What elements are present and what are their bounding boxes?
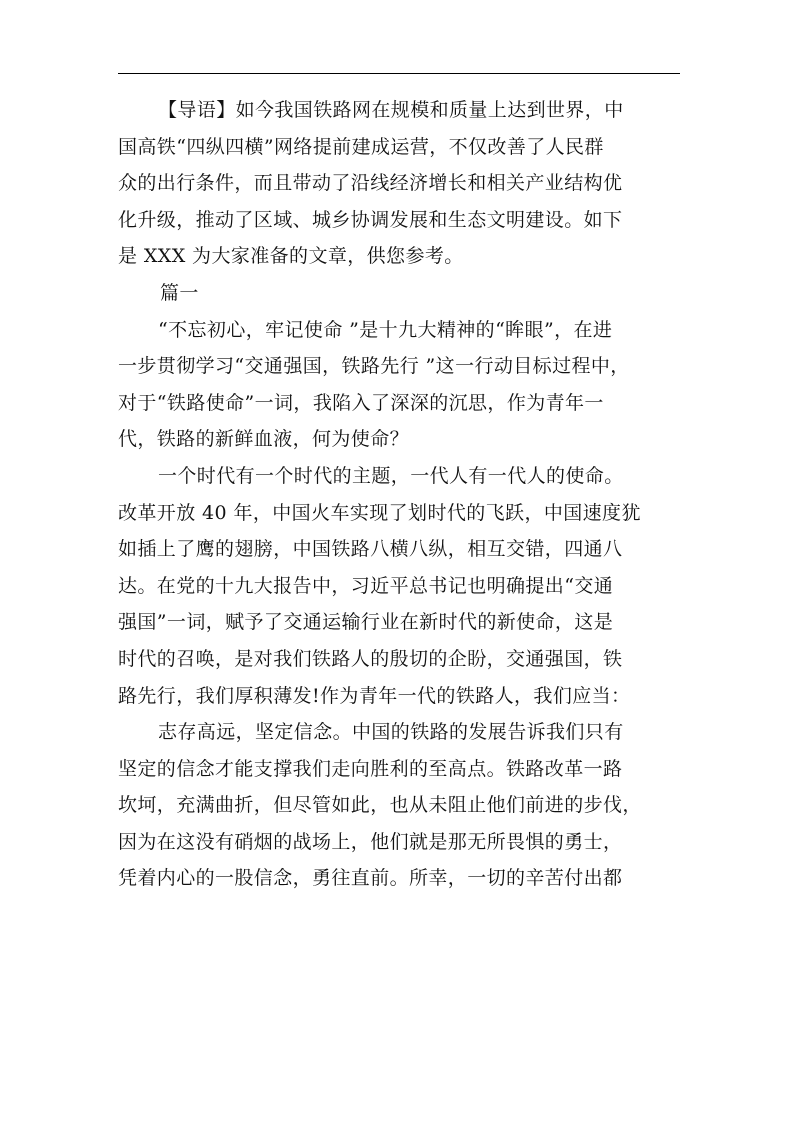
paragraph-line: 坎坷，充满曲折，但尽管如此，也从未阻止他们前进的步伐， xyxy=(118,794,642,817)
paragraph-line: 因为在这没有硝烟的战场上，他们就是那无所畏惧的勇士， xyxy=(118,830,623,853)
paragraph-line: 一个时代有一个时代的主题，一代人有一代人的使命。 xyxy=(158,464,624,487)
paragraph-line: 凭着内心的一股信念，勇往直前。所幸，一切的辛苦付出都 xyxy=(118,867,623,890)
paragraph-line: 改革开放 40 年，中国火车实现了划时代的飞跃，中国速度犹 xyxy=(118,501,641,524)
paragraph-line: 对于“铁路使命”一词，我陷入了深深的沉思，作为青年一 xyxy=(118,391,604,414)
paragraph-line: 时代的召唤，是对我们铁路人的殷切的企盼，交通强国，铁 xyxy=(118,647,623,670)
paragraph-line: 代，铁路的新鲜血液，何为使命？ xyxy=(118,428,410,451)
paragraph-line: 如插上了鹰的翅膀，中国铁路八横八纵，相互交错，四通八 xyxy=(118,538,623,561)
paragraph-line: “不忘初心，牢记使命 ”是十九大精神的“眸眼”，在进 xyxy=(158,318,613,341)
intro-line-2: 国高铁“四纵四横”网络提前建成运营，不仅改善了人民群 xyxy=(118,135,604,158)
article-body xyxy=(118,92,670,897)
header-rule xyxy=(118,73,680,74)
paragraph-line: 达。在党的十九大报告中，习近平总书记也明确提出“交通 xyxy=(118,574,614,597)
intro-line-3: 众的出行条件，而且带动了沿线经济增长和相关产业结构优 xyxy=(118,172,623,195)
paragraph-line: 坚定的信念才能支撑我们走向胜利的至高点。铁路改革一路 xyxy=(118,757,623,780)
paragraph-line: 志存高远，坚定信念。中国的铁路的发展告诉我们只有 xyxy=(158,721,624,744)
paragraph-line: 一步贯彻学习“交通强国，铁路先行 ”这一行动目标过程中， xyxy=(118,355,630,378)
intro-line-4: 化升级，推动了区域、城乡协调发展和生态文明建设。如下 xyxy=(118,208,623,231)
paragraph-line: 强国”一词，赋予了交通运输行业在新时代的新使命，这是 xyxy=(118,611,614,634)
intro-line-5: 是 XXX 为大家准备的文章，供您参考。 xyxy=(118,245,464,268)
paragraph-line: 路先行，我们厚积薄发!作为青年一代的铁路人，我们应当： xyxy=(118,684,631,707)
intro-line-1: 【导语】如今我国铁路网在规模和质量上达到世界，中 xyxy=(158,99,624,121)
section-heading: 篇一 xyxy=(160,281,199,304)
